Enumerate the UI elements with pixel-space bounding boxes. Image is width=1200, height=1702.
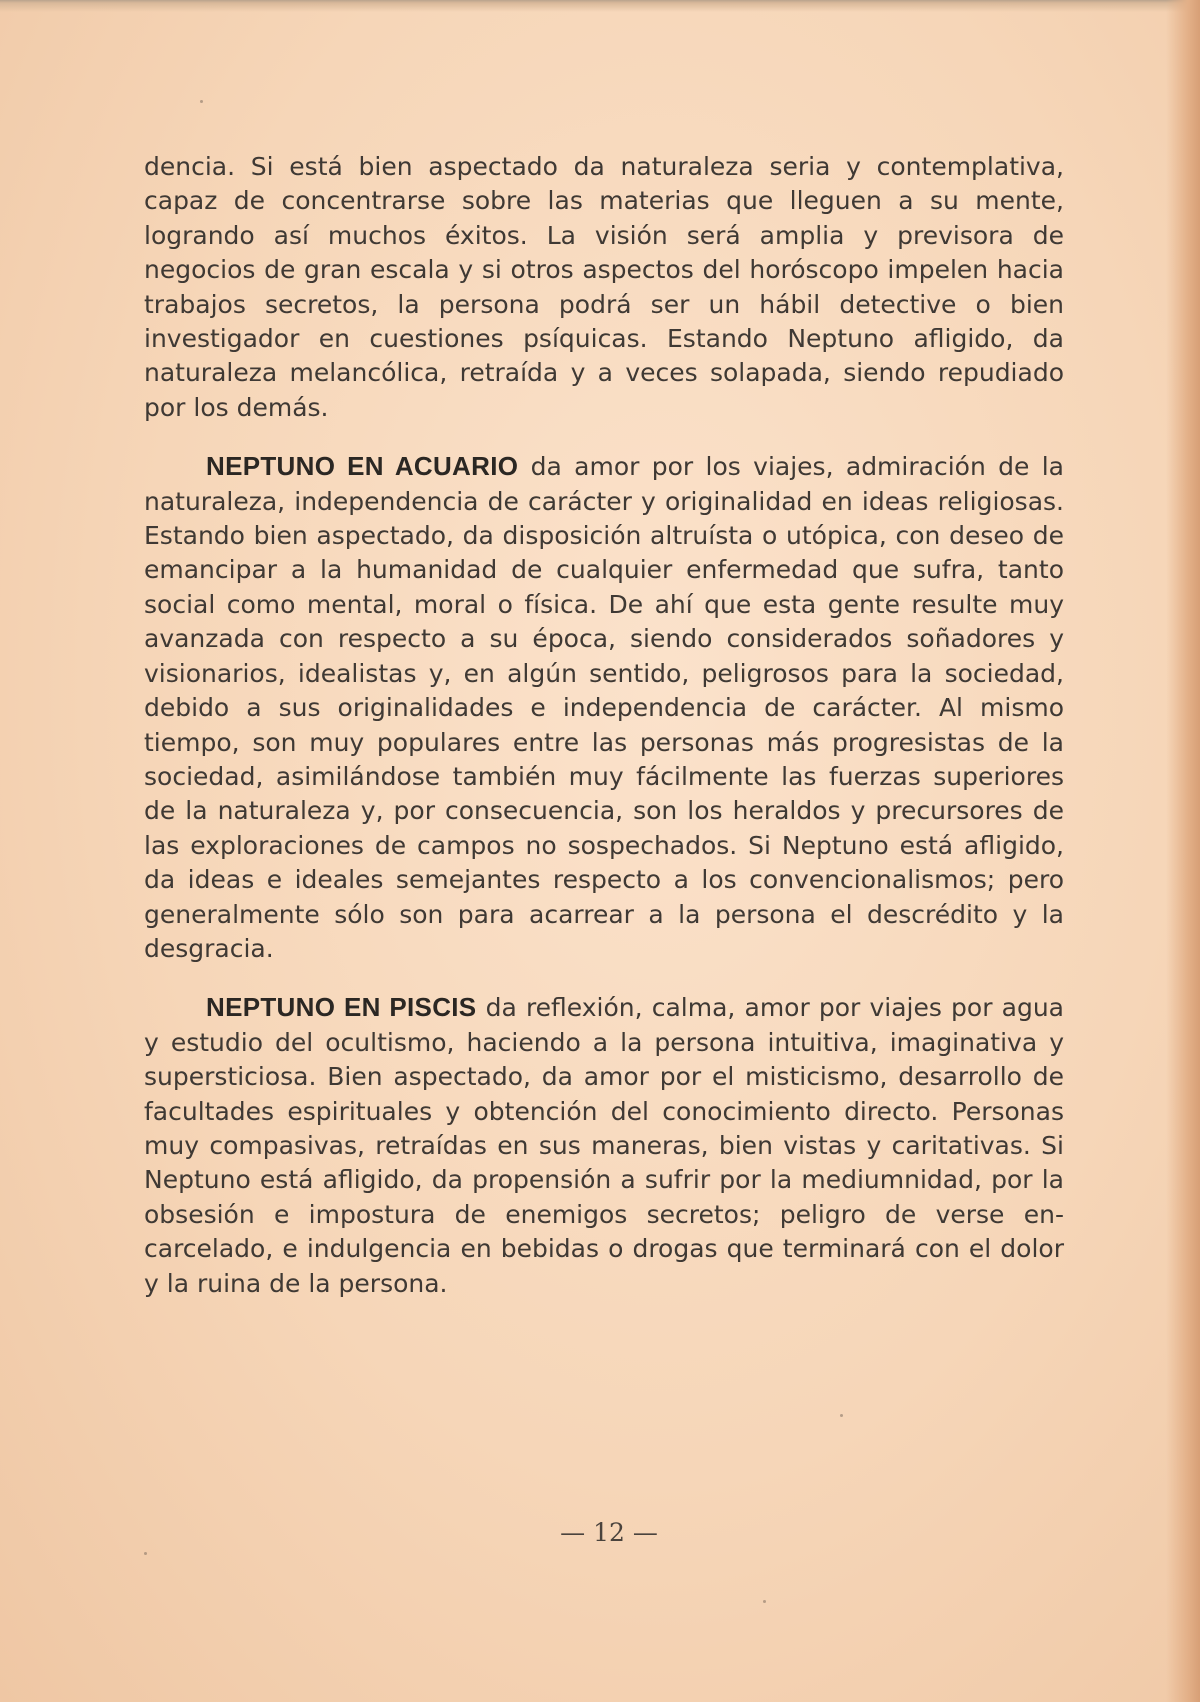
paper-speck (763, 1600, 766, 1603)
paragraph-neptuno-piscis (144, 990, 1064, 1301)
paragraph-continuation (144, 150, 1064, 425)
paragraph-text: da amor por los viajes, admiración de la naturaleza, independencia de carácter y originalidad en ideas religiosas. Estando bien aspectado, da disposición altruísta o utópica, con deseo de emancipar a la humanidad de cualquier enfermedad que sufra, tanto social como mental, moral o física. De ahí que esta gente resulte muy avanzada con respecto a su época, siendo considerados soñadores y visionarios, idealistas y, en algún sentido, peligrosos para la sociedad, debido a sus originalidades e independencia de carácter. Al mismo tiempo, son muy populares entre las personas más progresistas de la sociedad, asimilándose también muy fácilmente las fuerzas superiores de la naturaleza y, por consecuencia, son los heraldos y precursores de las exploraciones de campos no sospechados. Si Neptuno está afligido, da ideas e ideales semejantes respecto a los convencionalismos; pero generalmente sólo son para acarrear a la persona el descrédito y la desgracia. (144, 452, 1065, 963)
section-heading: NEPTUNO EN PISCIS (206, 992, 477, 1023)
paragraph-text: dencia. Si está bien aspectado da naturaleza seria y contemplativa, capaz de concentrarse sobre las materias que lleguen a su mente, logrando así muchos éxitos. La visión será amplia y previsora de negocios de gran escala y si otros aspectos del horóscopo impelen hacia trabajos secretos, la persona podrá ser un hábil detective o bien investigador en cuestiones psíquicas. Estando Neptuno afligido, da naturaleza melancólica, retraída y a veces solapada, siendo repudiado por los demás. (144, 152, 1064, 422)
page-right-edge (1166, 0, 1200, 1702)
section-heading: NEPTUNO EN ACUARIO (206, 451, 519, 482)
paper-speck (200, 100, 203, 103)
paper-speck (840, 1414, 843, 1417)
paper-speck (144, 1552, 147, 1555)
paragraph-neptuno-acuario (144, 449, 1064, 966)
body-text (144, 150, 1064, 1301)
page-number: — 12 — (560, 1518, 658, 1547)
page-top-edge (0, 0, 1200, 12)
paragraph-text: da reflexión, calma, amor por viajes por agua y estudio del ocultismo, haciendo a la persona intuitiva, imaginativa y supersticiosa. Bien aspectado, da amor por el misticismo, desarrollo de facultades espirituales y obtención del conocimiento directo. Personas muy compasivas, retraídas en sus maneras, bien vistas y caritativas. Si Neptuno está afligido, da propensión a sufrir por la mediumnidad, por la obsesión e impostura de enemigos secretos; peligro de verse encarcelado, e indulgencia en bebidas o drogas que terminará con el dolor y la ruina de la persona. (144, 993, 1064, 1298)
